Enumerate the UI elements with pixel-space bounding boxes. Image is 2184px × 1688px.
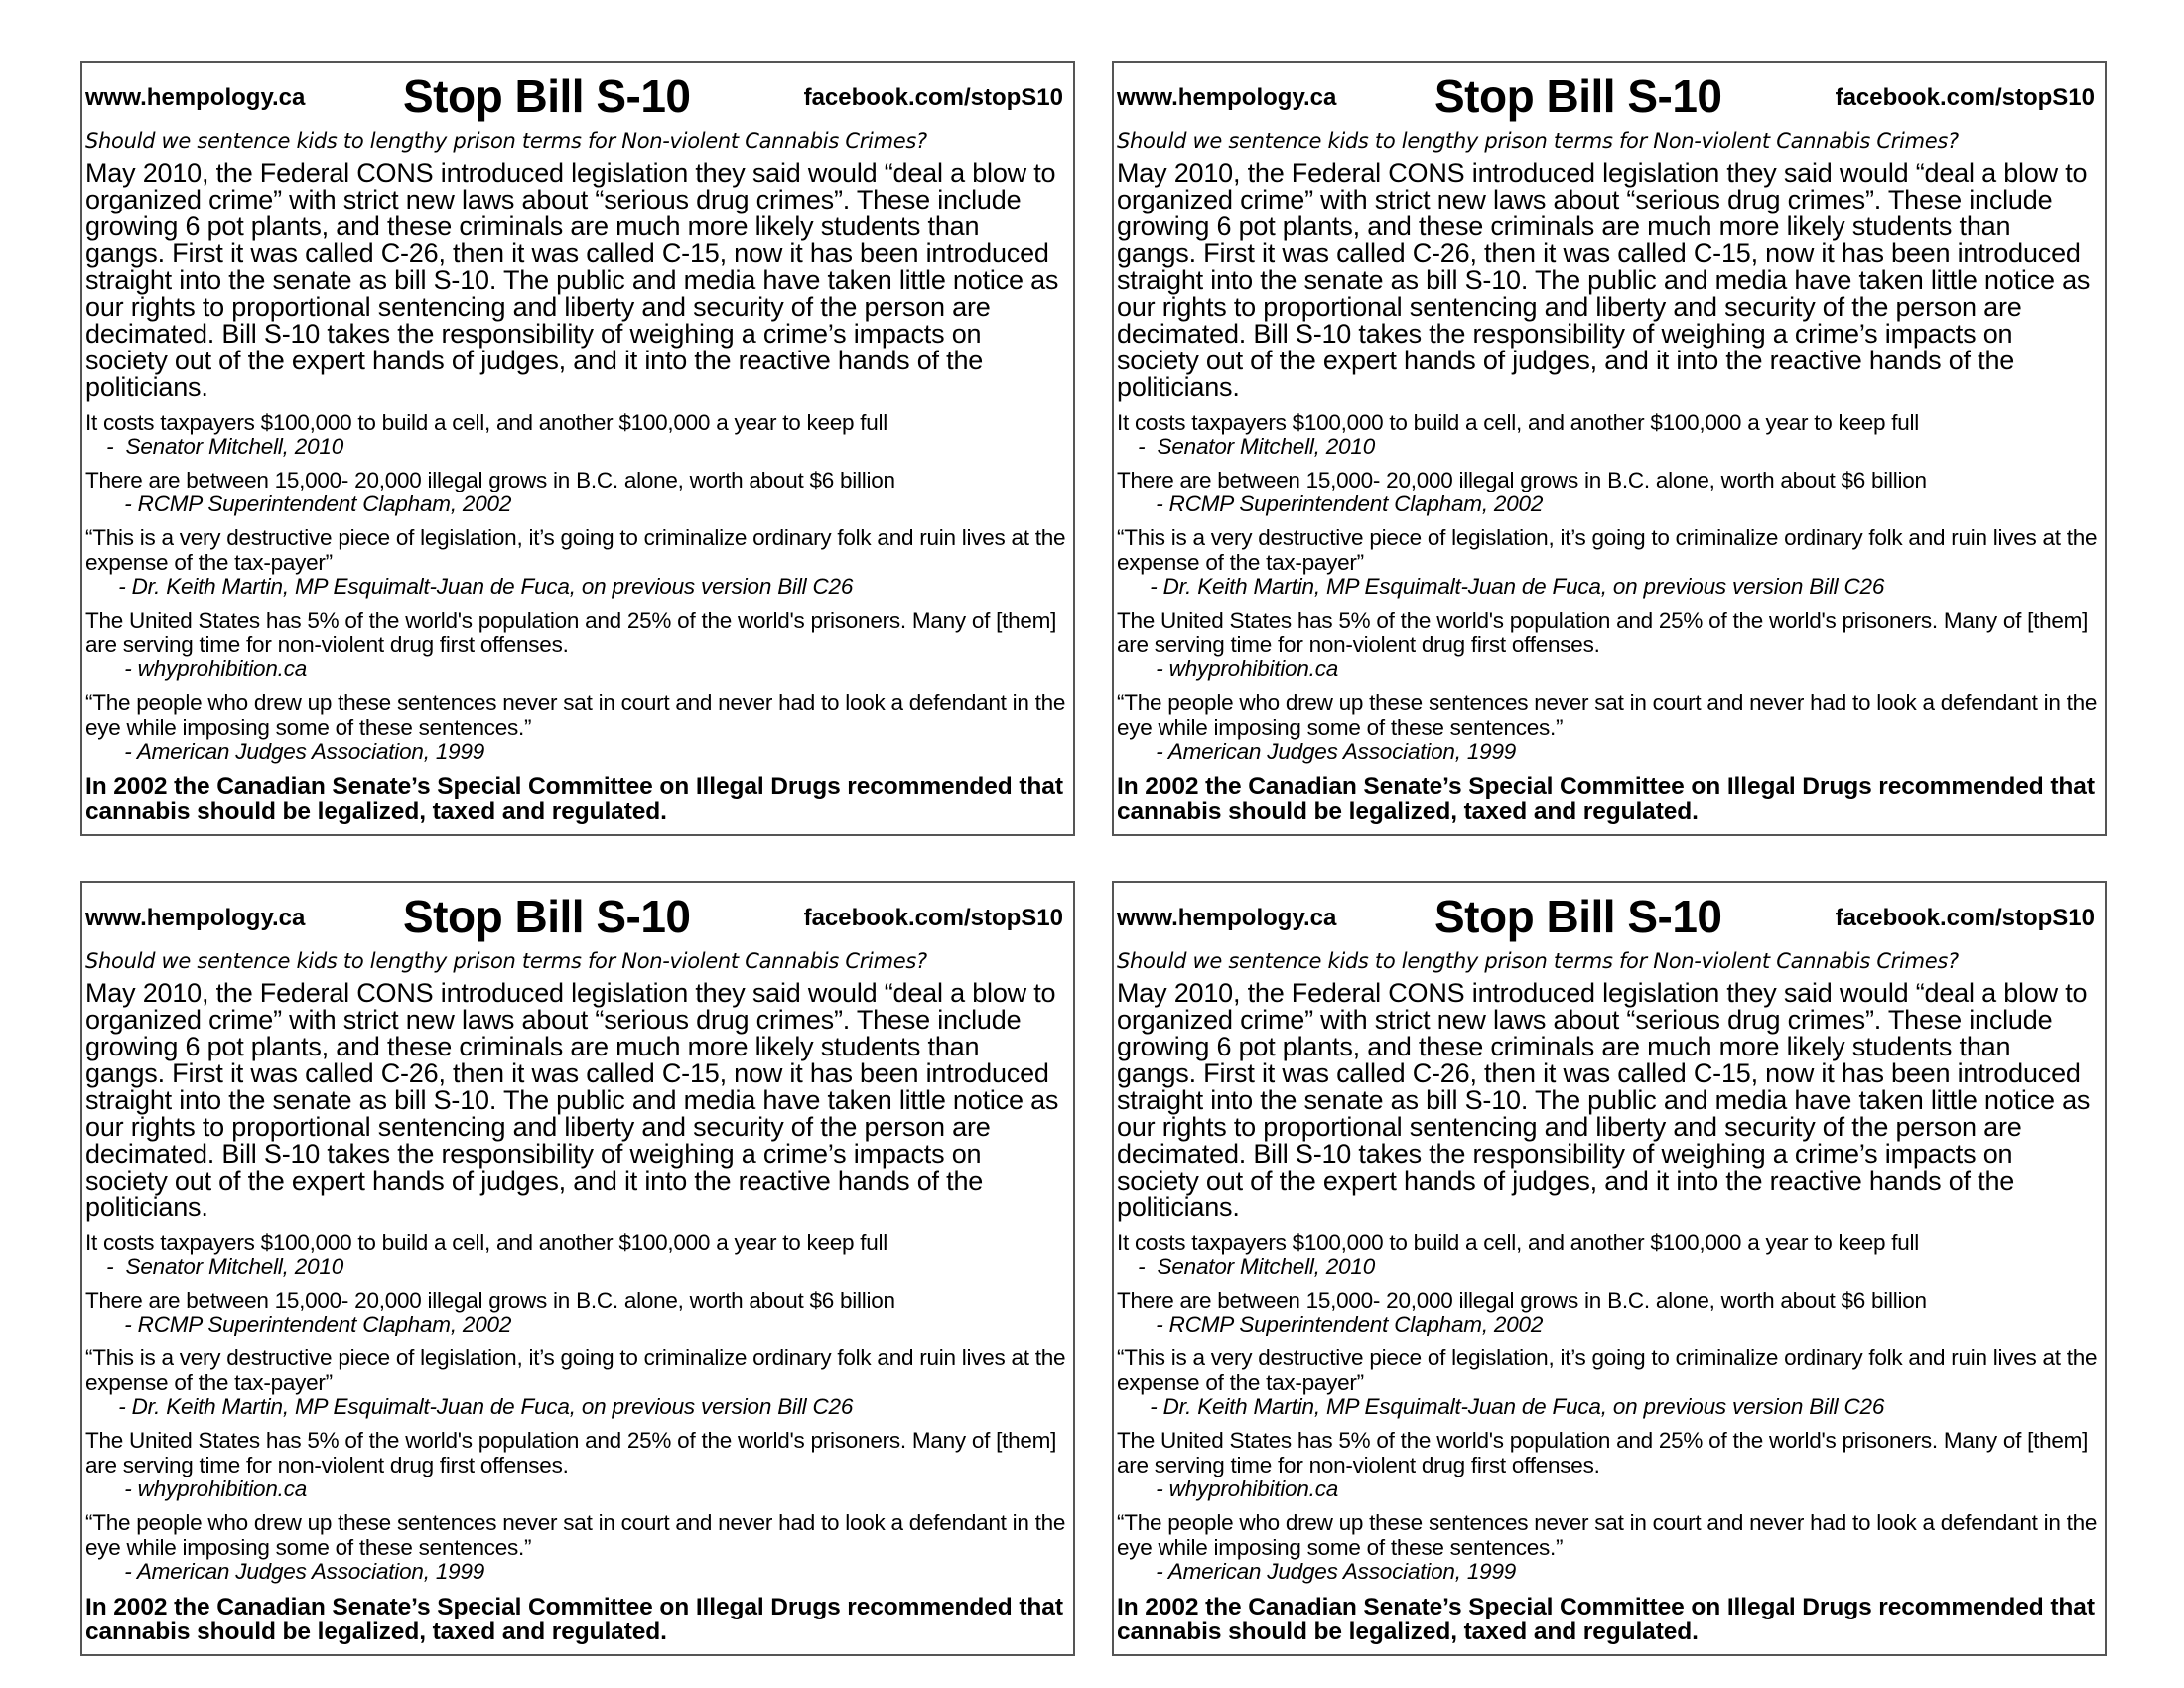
flyer-card-bottom-left — [80, 881, 1075, 1656]
quote-text: There are between 15,000- 20,000 illegal grows in B.C. alone, worth about $6 billion — [85, 468, 895, 492]
quote-1 — [85, 410, 1067, 459]
quote-1 — [1117, 410, 2099, 459]
flyer-card-top-right — [1112, 61, 2107, 836]
closing-statement: In 2002 the Canadian Senate’s Special Committee on Illegal Drugs recommended that cannabis should be legalized, taxed and regulated. — [85, 1594, 1063, 1645]
quote-text: It costs taxpayers $100,000 to build a cell, and another $100,000 a year to keep full — [1117, 1230, 1920, 1255]
quote-5 — [1117, 690, 2099, 764]
closing-statement: In 2002 the Canadian Senate’s Special Committee on Illegal Drugs recommended that cannabis should be legalized, taxed and regulated. — [1117, 1594, 2095, 1645]
quote-text: “The people who drew up these sentences never sat in court and never had to look a defendant in the eye while imposing some of these sentences.” — [85, 1510, 1066, 1560]
quote-text: “The people who drew up these sentences never sat in court and never had to look a defendant in the eye while imposing some of these sentences.” — [1117, 690, 2098, 740]
quote-3 — [85, 1345, 1067, 1419]
website-link: www.hempology.ca — [1117, 905, 1337, 931]
closing-statement: In 2002 the Canadian Senate’s Special Committee on Illegal Drugs recommended that cannabis should be legalized, taxed and regulated. — [1117, 774, 2095, 825]
quote-4 — [1117, 1428, 2099, 1501]
closing-statement: In 2002 the Canadian Senate’s Special Committee on Illegal Drugs recommended that cannabis should be legalized, taxed and regulated. — [85, 774, 1063, 825]
quote-text: The United States has 5% of the world's population and 25% of the world's prisoners. Many of [them] are serving time for non-violent drug first offenses. — [85, 608, 1057, 657]
card-title: Stop Bill S-10 — [1434, 70, 1722, 122]
quote-attribution: - Senator Mitchell, 2010 — [1120, 434, 1376, 459]
quote-text: “This is a very destructive piece of legislation, it’s going to criminalize ordinary folk and ruin lives at the expense of the tax-payer” — [85, 1345, 1066, 1395]
question-line: Should we sentence kids to lengthy prison terms for Non-violent Cannabis Crimes? — [1117, 949, 1959, 973]
intro-paragraph: May 2010, the Federal CONS introduced legislation they said would “deal a blow to organized crime” with strict new laws about “serious drug crimes”. These include growing 6 pot plants, and these criminals are much more likely students than gangs. First it was called C-26, then it was called C-15, now it has been introduced straight into the senate as bill S-10. The public and media have taken little notice as our rights to proportional sentencing and liberty and security of the person are decimated. Bill S-10 takes the responsibility of weighing a crime’s impacts on society out of the expert hands of judges, and it into the reactive hands of the politicians. — [85, 158, 1059, 402]
facebook-link: facebook.com/stopS10 — [1835, 905, 2095, 931]
quote-text: “The people who drew up these sentences never sat in court and never had to look a defendant in the eye while imposing some of these sentences.” — [85, 690, 1066, 740]
quote-attribution: - RCMP Superintendent Clapham, 2002 — [1120, 492, 1544, 516]
quote-attribution: - whyprohibition.ca — [1120, 656, 1339, 681]
intro-paragraph: May 2010, the Federal CONS introduced legislation they said would “deal a blow to organized crime” with strict new laws about “serious drug crimes”. These include growing 6 pot plants, and these criminals are much more likely students than gangs. First it was called C-26, then it was called C-15, now it has been introduced straight into the senate as bill S-10. The public and media have taken little notice as our rights to proportional sentencing and liberty and security of the person are decimated. Bill S-10 takes the responsibility of weighing a crime’s impacts on society out of the expert hands of judges, and it into the reactive hands of the politicians. — [1117, 158, 2091, 402]
quote-attribution: - whyprohibition.ca — [1120, 1477, 1339, 1501]
quote-text: There are between 15,000- 20,000 illegal grows in B.C. alone, worth about $6 billion — [1117, 468, 1927, 492]
quote-4 — [85, 1428, 1067, 1501]
quote-text: “This is a very destructive piece of legislation, it’s going to criminalize ordinary folk and ruin lives at the expense of the tax-payer” — [1117, 1345, 2098, 1395]
website-link: www.hempology.ca — [1117, 84, 1337, 111]
quote-text: It costs taxpayers $100,000 to build a cell, and another $100,000 a year to keep full — [85, 410, 888, 435]
quote-5 — [85, 1510, 1067, 1584]
quote-2 — [1117, 1288, 2099, 1336]
quote-attribution: - American Judges Association, 1999 — [88, 1559, 485, 1584]
facebook-link: facebook.com/stopS10 — [803, 905, 1063, 931]
quote-text: “This is a very destructive piece of legislation, it’s going to criminalize ordinary folk and ruin lives at the expense of the tax-payer” — [1117, 525, 2098, 575]
quote-attribution: - RCMP Superintendent Clapham, 2002 — [88, 1312, 512, 1336]
quote-attribution: - Senator Mitchell, 2010 — [88, 434, 344, 459]
quote-attribution: - American Judges Association, 1999 — [88, 739, 485, 764]
quote-2 — [1117, 468, 2099, 516]
quote-text: It costs taxpayers $100,000 to build a cell, and another $100,000 a year to keep full — [85, 1230, 888, 1255]
quote-attribution: - RCMP Superintendent Clapham, 2002 — [88, 492, 512, 516]
quote-attribution: - whyprohibition.ca — [88, 656, 308, 681]
quote-attribution: - American Judges Association, 1999 — [1120, 739, 1517, 764]
card-title: Stop Bill S-10 — [1434, 891, 1722, 942]
quote-2 — [85, 468, 1067, 516]
website-link: www.hempology.ca — [85, 905, 306, 931]
quote-5 — [85, 690, 1067, 764]
quote-text: There are between 15,000- 20,000 illegal grows in B.C. alone, worth about $6 billion — [85, 1288, 895, 1313]
quote-attribution: - whyprohibition.ca — [88, 1477, 308, 1501]
facebook-link: facebook.com/stopS10 — [1835, 84, 2095, 111]
card-header — [1114, 63, 2105, 126]
quote-text: It costs taxpayers $100,000 to build a cell, and another $100,000 a year to keep full — [1117, 410, 1920, 435]
flyer-card-top-left — [80, 61, 1075, 836]
quote-3 — [1117, 1345, 2099, 1419]
quote-attribution: - Dr. Keith Martin, MP Esquimalt-Juan de Fuca, on previous version Bill C26 — [1120, 574, 1885, 599]
quote-text: There are between 15,000- 20,000 illegal grows in B.C. alone, worth about $6 billion — [1117, 1288, 1927, 1313]
website-link: www.hempology.ca — [85, 84, 306, 111]
quote-2 — [85, 1288, 1067, 1336]
quote-text: The United States has 5% of the world's population and 25% of the world's prisoners. Many of [them] are serving time for non-violent drug first offenses. — [85, 1428, 1057, 1477]
quote-attribution: - Senator Mitchell, 2010 — [1120, 1254, 1376, 1279]
quote-1 — [1117, 1230, 2099, 1279]
quote-3 — [85, 525, 1067, 599]
question-line: Should we sentence kids to lengthy prison terms for Non-violent Cannabis Crimes? — [85, 949, 927, 973]
quote-text: “The people who drew up these sentences never sat in court and never had to look a defendant in the eye while imposing some of these sentences.” — [1117, 1510, 2098, 1560]
quote-text: The United States has 5% of the world's population and 25% of the world's prisoners. Many of [them] are serving time for non-violent drug first offenses. — [1117, 1428, 2089, 1477]
intro-paragraph: May 2010, the Federal CONS introduced legislation they said would “deal a blow to organized crime” with strict new laws about “serious drug crimes”. These include growing 6 pot plants, and these criminals are much more likely students than gangs. First it was called C-26, then it was called C-15, now it has been introduced straight into the senate as bill S-10. The public and media have taken little notice as our rights to proportional sentencing and liberty and security of the person are decimated. Bill S-10 takes the responsibility of weighing a crime’s impacts on society out of the expert hands of judges, and it into the reactive hands of the politicians. — [85, 978, 1059, 1222]
quote-attribution: - Dr. Keith Martin, MP Esquimalt-Juan de Fuca, on previous version Bill C26 — [1120, 1394, 1885, 1419]
quote-attribution: - Senator Mitchell, 2010 — [88, 1254, 344, 1279]
question-line: Should we sentence kids to lengthy prison terms for Non-violent Cannabis Crimes? — [1117, 129, 1959, 153]
quote-text: “This is a very destructive piece of legislation, it’s going to criminalize ordinary folk and ruin lives at the expense of the tax-payer” — [85, 525, 1066, 575]
quote-attribution: - American Judges Association, 1999 — [1120, 1559, 1517, 1584]
card-header — [82, 883, 1073, 946]
card-header — [1114, 883, 2105, 946]
quote-attribution: - RCMP Superintendent Clapham, 2002 — [1120, 1312, 1544, 1336]
facebook-link: facebook.com/stopS10 — [803, 84, 1063, 111]
intro-paragraph: May 2010, the Federal CONS introduced legislation they said would “deal a blow to organized crime” with strict new laws about “serious drug crimes”. These include growing 6 pot plants, and these criminals are much more likely students than gangs. First it was called C-26, then it was called C-15, now it has been introduced straight into the senate as bill S-10. The public and media have taken little notice as our rights to proportional sentencing and liberty and security of the person are decimated. Bill S-10 takes the responsibility of weighing a crime’s impacts on society out of the expert hands of judges, and it into the reactive hands of the politicians. — [1117, 978, 2091, 1222]
card-title: Stop Bill S-10 — [403, 70, 691, 122]
quote-attribution: - Dr. Keith Martin, MP Esquimalt-Juan de Fuca, on previous version Bill C26 — [88, 1394, 854, 1419]
quote-5 — [1117, 1510, 2099, 1584]
quote-4 — [85, 608, 1067, 681]
question-line: Should we sentence kids to lengthy prison terms for Non-violent Cannabis Crimes? — [85, 129, 927, 153]
quote-text: The United States has 5% of the world's population and 25% of the world's prisoners. Many of [them] are serving time for non-violent drug first offenses. — [1117, 608, 2089, 657]
card-title: Stop Bill S-10 — [403, 891, 691, 942]
quote-4 — [1117, 608, 2099, 681]
quote-1 — [85, 1230, 1067, 1279]
flyer-card-bottom-right — [1112, 881, 2107, 1656]
card-header — [82, 63, 1073, 126]
quote-3 — [1117, 525, 2099, 599]
quote-attribution: - Dr. Keith Martin, MP Esquimalt-Juan de Fuca, on previous version Bill C26 — [88, 574, 854, 599]
